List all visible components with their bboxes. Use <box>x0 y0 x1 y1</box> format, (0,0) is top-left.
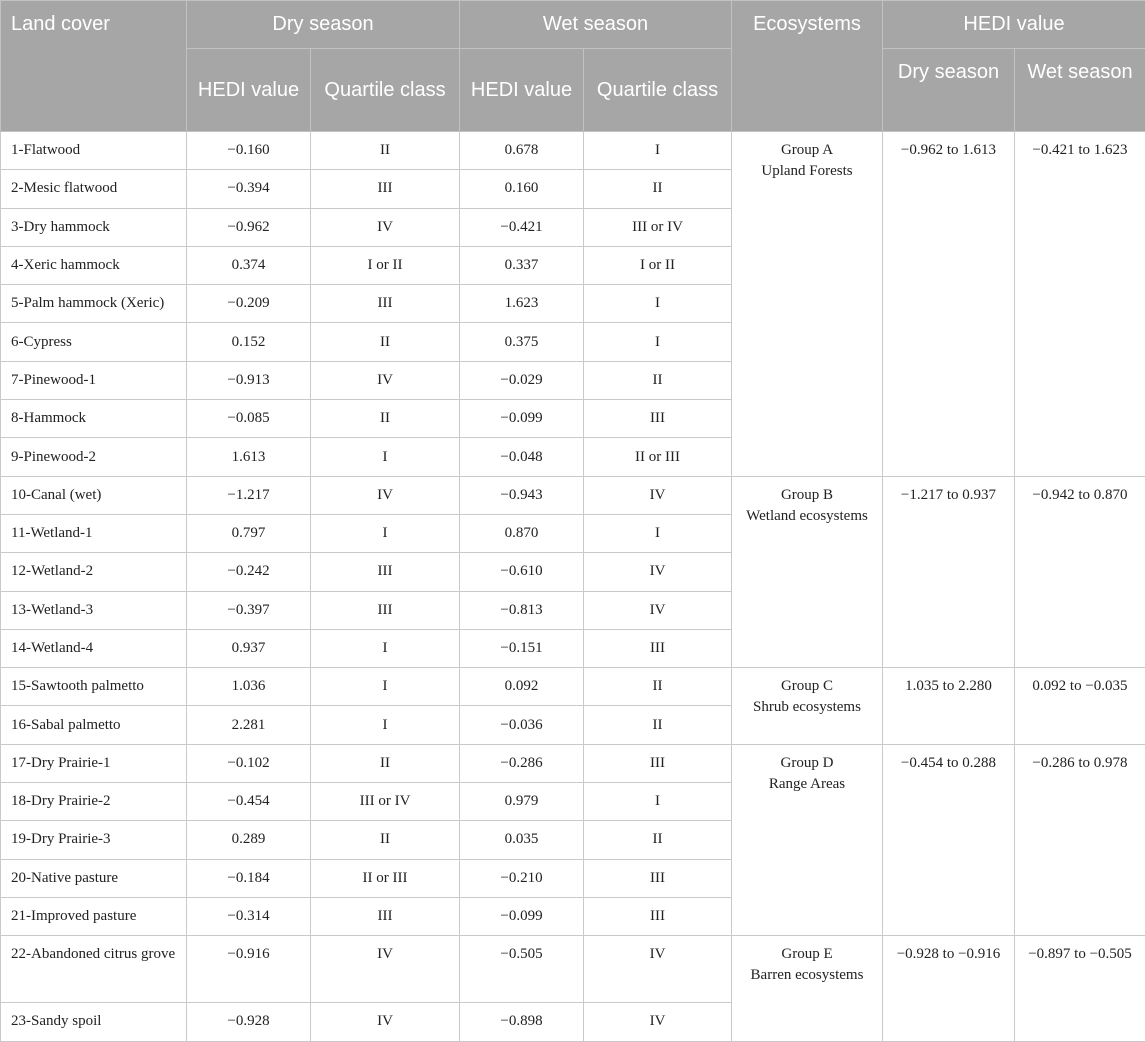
wet-hedi-cell: 0.375 <box>460 323 584 361</box>
wet-hedi-cell: 0.035 <box>460 821 584 859</box>
dry-hedi-cell: 0.797 <box>187 514 311 552</box>
ecosystem-group-cell <box>732 476 883 667</box>
dry-quartile-cell: IV <box>311 936 460 1003</box>
wet-quartile-cell: I <box>584 783 732 821</box>
table-row <box>1 476 1145 514</box>
wet-quartile-cell: IV <box>584 936 732 1003</box>
land-cover-cell: 14-Wetland-4 <box>1 629 187 667</box>
dry-hedi-cell: −0.962 <box>187 208 311 246</box>
dry-quartile-cell: II <box>311 821 460 859</box>
wet-hedi-cell: −0.286 <box>460 744 584 782</box>
ecosystem-group-cell <box>732 668 883 745</box>
land-cover-cell: 19-Dry Prairie-3 <box>1 821 187 859</box>
land-cover-cell: 9-Pinewood-2 <box>1 438 187 476</box>
wet-hedi-cell: 1.623 <box>460 285 584 323</box>
wet-range-cell: −0.942 to 0.870 <box>1015 476 1145 667</box>
wet-hedi-cell: 0.678 <box>460 132 584 170</box>
land-cover-cell: 13-Wetland-3 <box>1 591 187 629</box>
dry-quartile-cell: I <box>311 629 460 667</box>
land-cover-cell: 22-Abandoned citrus grove <box>1 936 187 1003</box>
ecosystem-group-cell <box>732 744 883 935</box>
dry-quartile-cell: III <box>311 591 460 629</box>
wet-quartile-cell: II or III <box>584 438 732 476</box>
ecosystem-group-cell <box>732 936 883 1041</box>
wet-quartile-cell: III <box>584 897 732 935</box>
wet-hedi-cell: 0.337 <box>460 246 584 284</box>
dry-hedi-cell: −0.314 <box>187 897 311 935</box>
wet-quartile-cell: IV <box>584 591 732 629</box>
table-row <box>1 668 1145 706</box>
group-description: Range Areas <box>742 774 872 795</box>
subheader-wet-quartile: Quartile class <box>584 49 732 132</box>
group-description: Wetland ecosystems <box>742 506 872 527</box>
wet-quartile-cell: II <box>584 361 732 399</box>
wet-quartile-cell: III <box>584 400 732 438</box>
dry-quartile-cell: II <box>311 744 460 782</box>
header-land-cover: Land cover <box>1 1 187 132</box>
table-row <box>1 132 1145 170</box>
dry-hedi-cell: −0.160 <box>187 132 311 170</box>
dry-hedi-cell: −0.913 <box>187 361 311 399</box>
land-cover-cell: 16-Sabal palmetto <box>1 706 187 744</box>
dry-quartile-cell: III <box>311 285 460 323</box>
subheader-range-dry: Dry season <box>883 49 1015 132</box>
wet-quartile-cell: I <box>584 514 732 552</box>
dry-range-cell: 1.035 to 2.280 <box>883 668 1015 745</box>
dry-hedi-cell: −0.916 <box>187 936 311 1003</box>
land-cover-cell: 2-Mesic flatwood <box>1 170 187 208</box>
header-hedi-value: HEDI value <box>883 1 1145 49</box>
wet-quartile-cell: III <box>584 859 732 897</box>
dry-quartile-cell: III <box>311 553 460 591</box>
dry-hedi-cell: −0.184 <box>187 859 311 897</box>
dry-quartile-cell: I <box>311 514 460 552</box>
wet-quartile-cell: II <box>584 821 732 859</box>
group-name: Group C <box>742 676 872 697</box>
land-cover-cell: 3-Dry hammock <box>1 208 187 246</box>
dry-hedi-cell: −0.242 <box>187 553 311 591</box>
dry-hedi-cell: −0.085 <box>187 400 311 438</box>
land-cover-cell: 23-Sandy spoil <box>1 1003 187 1041</box>
dry-quartile-cell: II or III <box>311 859 460 897</box>
dry-hedi-cell: −0.102 <box>187 744 311 782</box>
wet-hedi-cell: −0.813 <box>460 591 584 629</box>
wet-hedi-cell: −0.151 <box>460 629 584 667</box>
dry-hedi-cell: 0.152 <box>187 323 311 361</box>
dry-hedi-cell: −0.454 <box>187 783 311 821</box>
wet-hedi-cell: −0.048 <box>460 438 584 476</box>
header-wet-season: Wet season <box>460 1 732 49</box>
dry-range-cell: −1.217 to 0.937 <box>883 476 1015 667</box>
dry-quartile-cell: II <box>311 132 460 170</box>
land-cover-cell: 11-Wetland-1 <box>1 514 187 552</box>
table-row <box>1 744 1145 782</box>
wet-hedi-cell: −0.210 <box>460 859 584 897</box>
wet-hedi-cell: 0.979 <box>460 783 584 821</box>
dry-hedi-cell: 0.937 <box>187 629 311 667</box>
wet-quartile-cell: IV <box>584 553 732 591</box>
dry-hedi-cell: −1.217 <box>187 476 311 514</box>
land-cover-cell: 5-Palm hammock (Xeric) <box>1 285 187 323</box>
subheader-range-wet: Wet season <box>1015 49 1145 132</box>
land-cover-cell: 18-Dry Prairie-2 <box>1 783 187 821</box>
land-cover-cell: 15-Sawtooth palmetto <box>1 668 187 706</box>
dry-hedi-cell: 1.613 <box>187 438 311 476</box>
dry-range-cell: −0.962 to 1.613 <box>883 132 1015 477</box>
wet-range-cell: −0.421 to 1.623 <box>1015 132 1145 477</box>
group-name: Group A <box>742 140 872 161</box>
wet-hedi-cell: 0.160 <box>460 170 584 208</box>
dry-quartile-cell: IV <box>311 1003 460 1041</box>
wet-quartile-cell: II <box>584 668 732 706</box>
dry-range-cell: −0.454 to 0.288 <box>883 744 1015 935</box>
wet-hedi-cell: −0.610 <box>460 553 584 591</box>
header-dry-season: Dry season <box>187 1 460 49</box>
group-name: Group D <box>742 753 872 774</box>
dry-hedi-cell: −0.397 <box>187 591 311 629</box>
dry-quartile-cell: I <box>311 706 460 744</box>
group-name: Group E <box>742 944 872 965</box>
wet-quartile-cell: IV <box>584 476 732 514</box>
land-cover-cell: 6-Cypress <box>1 323 187 361</box>
land-cover-cell: 10-Canal (wet) <box>1 476 187 514</box>
wet-quartile-cell: I <box>584 285 732 323</box>
wet-hedi-cell: −0.421 <box>460 208 584 246</box>
land-cover-cell: 7-Pinewood-1 <box>1 361 187 399</box>
wet-quartile-cell: I <box>584 323 732 361</box>
wet-quartile-cell: IV <box>584 1003 732 1041</box>
group-description: Shrub ecosystems <box>742 697 872 718</box>
wet-range-cell: −0.286 to 0.978 <box>1015 744 1145 935</box>
dry-hedi-cell: 0.289 <box>187 821 311 859</box>
land-cover-cell: 8-Hammock <box>1 400 187 438</box>
wet-range-cell: −0.897 to −0.505 <box>1015 936 1145 1041</box>
land-cover-cell: 20-Native pasture <box>1 859 187 897</box>
dry-quartile-cell: II <box>311 400 460 438</box>
wet-hedi-cell: −0.898 <box>460 1003 584 1041</box>
wet-hedi-cell: −0.099 <box>460 897 584 935</box>
table-row <box>1 936 1145 1003</box>
subheader-dry-hedi: HEDI value <box>187 49 311 132</box>
table-body <box>1 132 1145 1042</box>
group-name: Group B <box>742 485 872 506</box>
wet-hedi-cell: −0.036 <box>460 706 584 744</box>
dry-hedi-cell: 0.374 <box>187 246 311 284</box>
dry-hedi-cell: 2.281 <box>187 706 311 744</box>
land-cover-cell: 1-Flatwood <box>1 132 187 170</box>
group-description: Barren ecosystems <box>742 965 872 986</box>
dry-hedi-cell: 1.036 <box>187 668 311 706</box>
dry-quartile-cell: III <box>311 170 460 208</box>
wet-quartile-cell: II <box>584 706 732 744</box>
wet-hedi-cell: −0.943 <box>460 476 584 514</box>
dry-hedi-cell: −0.394 <box>187 170 311 208</box>
dry-quartile-cell: III <box>311 897 460 935</box>
wet-quartile-cell: III <box>584 744 732 782</box>
group-description: Upland Forests <box>742 161 872 182</box>
land-cover-cell: 4-Xeric hammock <box>1 246 187 284</box>
dry-hedi-cell: −0.928 <box>187 1003 311 1041</box>
land-cover-cell: 17-Dry Prairie-1 <box>1 744 187 782</box>
dry-quartile-cell: II <box>311 323 460 361</box>
dry-quartile-cell: IV <box>311 208 460 246</box>
wet-hedi-cell: 0.870 <box>460 514 584 552</box>
dry-range-cell: −0.928 to −0.916 <box>883 936 1015 1041</box>
wet-quartile-cell: III <box>584 629 732 667</box>
table-header <box>1 1 1145 132</box>
subheader-wet-hedi: HEDI value <box>460 49 584 132</box>
dry-hedi-cell: −0.209 <box>187 285 311 323</box>
wet-quartile-cell: I <box>584 132 732 170</box>
wet-hedi-cell: −0.029 <box>460 361 584 399</box>
dry-quartile-cell: IV <box>311 476 460 514</box>
wet-hedi-cell: 0.092 <box>460 668 584 706</box>
dry-quartile-cell: I <box>311 438 460 476</box>
wet-quartile-cell: III or IV <box>584 208 732 246</box>
wet-hedi-cell: −0.505 <box>460 936 584 1003</box>
dry-quartile-cell: I <box>311 668 460 706</box>
wet-range-cell: 0.092 to −0.035 <box>1015 668 1145 745</box>
header-ecosystems: Ecosystems <box>732 1 883 132</box>
dry-quartile-cell: III or IV <box>311 783 460 821</box>
wet-quartile-cell: I or II <box>584 246 732 284</box>
dry-quartile-cell: I or II <box>311 246 460 284</box>
land-cover-cell: 21-Improved pasture <box>1 897 187 935</box>
ecosystem-group-cell <box>732 132 883 477</box>
wet-hedi-cell: −0.099 <box>460 400 584 438</box>
wet-quartile-cell: II <box>584 170 732 208</box>
dry-quartile-cell: IV <box>311 361 460 399</box>
land-cover-cell: 12-Wetland-2 <box>1 553 187 591</box>
subheader-dry-quartile: Quartile class <box>311 49 460 132</box>
